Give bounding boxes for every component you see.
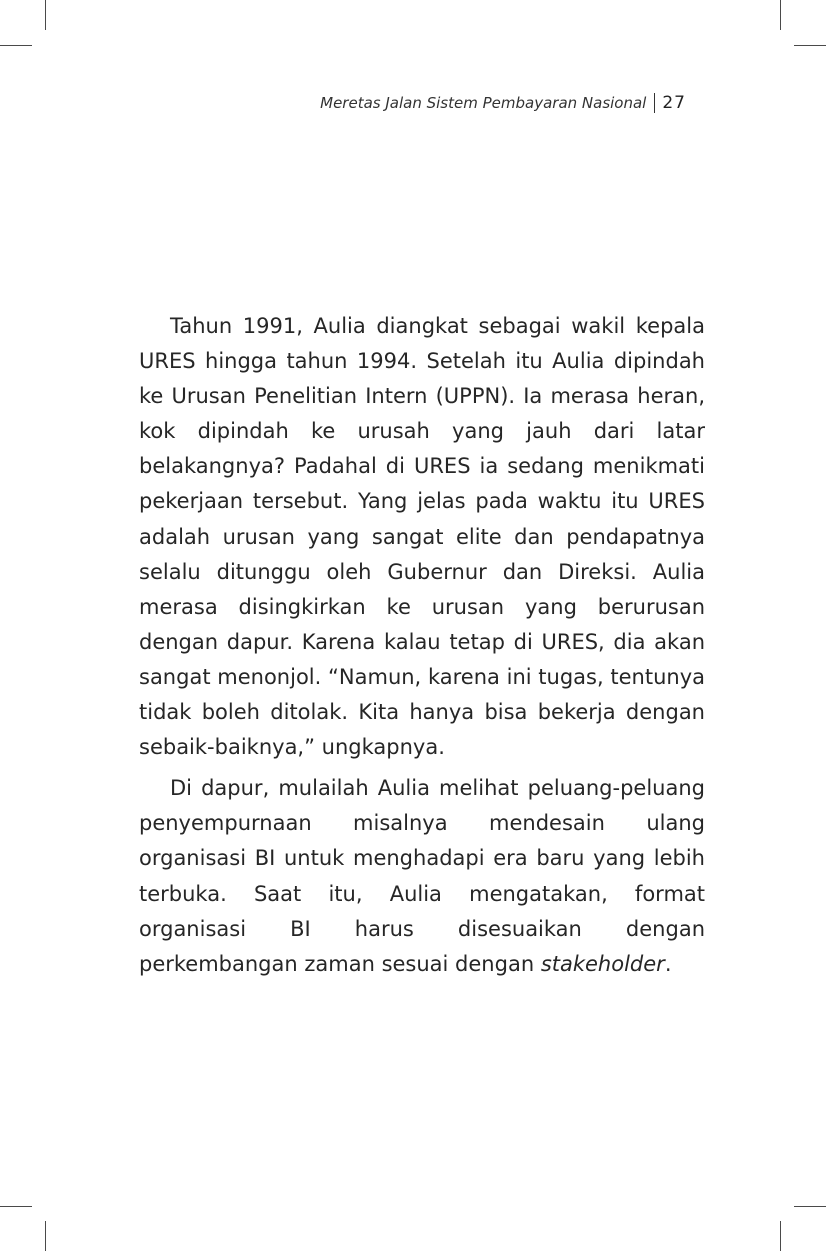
- running-head: [0, 90, 686, 116]
- paragraph-2-text: Di dapur, mulailah Aulia melihat peluang-peluang penyempurnaan misalnya mendesain ulang organisasi BI untuk menghadapi era baru yang lebih terbuka. Saat itu, Aulia mengatakan, format organisasi BI harus disesuaikan dengan perkembangan zaman sesuai dengan: [139, 776, 705, 976]
- header-divider: [654, 93, 655, 113]
- paragraph-1: Tahun 1991, Aulia diangkat sebagai wakil kepala URES hingga tahun 1994. Setelah itu Aulia dipindah ke Urusan Penelitian Intern (UPPN). Ia merasa heran, kok dipindah ke urusah yang jauh dari latar belakangnya? Padahal di URES ia sedang menikmati pekerjaan tersebut. Yang jelas pada waktu itu URES adalah urusan yang sangat elite dan pendapatnya selalu ditunggu oleh Gubernur dan Direksi. Aulia merasa disingkirkan ke urusan yang berurusan dengan dapur. Karena kalau tetap di URES, dia akan sangat menonjol. “Namun, karena ini tugas, tentunya tidak boleh ditolak. Kita hanya bisa bekerja dengan sebaik-baiknya,” ungkapnya.: [139, 314, 705, 760]
- crop-mark-bottom-right-vertical: [780, 1221, 781, 1251]
- crop-mark-bottom-left-vertical: [45, 1221, 46, 1251]
- crop-mark-top-right-vertical: [780, 0, 781, 30]
- book-title: Meretas Jalan Sistem Pembayaran Nasional: [320, 94, 647, 112]
- crop-mark-top-left-horizontal: [0, 45, 32, 46]
- crop-mark-top-left-vertical: [45, 0, 46, 30]
- paragraph-2-end: .: [664, 951, 672, 976]
- stakeholder-term: stakeholder: [540, 951, 665, 976]
- crop-mark-bottom-left-horizontal: [0, 1206, 32, 1207]
- crop-mark-top-right-horizontal: [794, 45, 826, 46]
- crop-mark-bottom-right-horizontal: [794, 1206, 826, 1207]
- body-text: [139, 309, 705, 988]
- paragraph-2: [139, 771, 705, 982]
- page-number: 27: [662, 93, 686, 113]
